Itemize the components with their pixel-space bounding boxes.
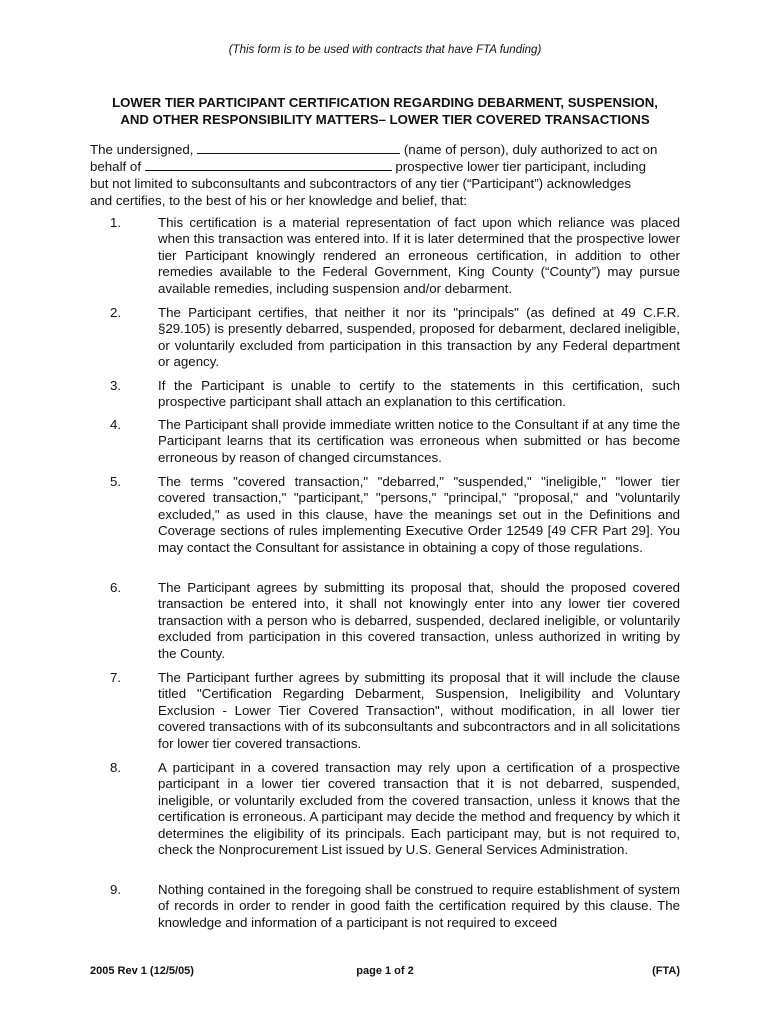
header-note: (This form is to be used with contracts that have FTA funding)	[228, 44, 542, 56]
item-number: 6.	[110, 580, 122, 595]
title-line-2: AND OTHER RESPONSIBILITY MATTERS– LOWER TIER COVERED TRANSACTIONS	[120, 112, 650, 127]
item-text: The Participant shall provide immediate written notice to the Consultant if at any time the Participant learns that its certification was erroneous when submitted or has become erroneous by reason of changed circumstances.	[158, 417, 680, 465]
item-text: The Participant agrees by submitting its proposal that, should the proposed covered transaction be entered into, it shall not knowingly enter into any lower tier covered transaction with a person who is debarred, suspended, declared ineligible, or voluntarily excluded from participation in this covered transaction, unless authorized in writing by the County.	[158, 580, 680, 661]
item-number: 5.	[110, 474, 122, 489]
item-number: 3.	[110, 378, 122, 393]
intro-paragraph	[90, 141, 680, 209]
item-text: The Participant further agrees by submitting its proposal that it will include the clause titled "Certification Regarding Debarment, Suspension, Ineligibility and Voluntary Exclusion - Lower Tier Covered Transaction", without modification, in all lower tier covered transactions with of its subconsultants and subcontractors and in all solicitations for lower tier covered transactions.	[158, 670, 680, 751]
item-number: 1.	[110, 215, 122, 230]
item-text: This certification is a material representation of fact upon which reliance was placed when this transaction was entered into. If it is later determined that the prospective lower tier Participant knowingly rendered an erroneous certification, in addition to other remedies available to the Federal Government, King County (“County”) may pursue available remedies, including suspension and/or debarment.	[158, 215, 680, 296]
item-text: The Participant certifies, that neither it nor its "principals" (as defined at 49 C.F.R. §29.105) is presently debarred, suspended, proposed for debarment, declared ineligible, or voluntarily excluded from participation in this transaction by any Federal department or agency.	[158, 305, 680, 370]
participant-name-field[interactable]	[145, 158, 392, 171]
funding-label: (FTA)	[652, 965, 680, 977]
item-number: 4.	[110, 417, 122, 432]
item-number: 2.	[110, 305, 122, 320]
page-number: page 1 of 2	[356, 965, 414, 977]
revision-label: 2005 Rev 1 (12/5/05)	[90, 965, 194, 977]
item-text: The terms "covered transaction," "debarred," "suspended," "ineligible," "lower tier covered transaction," "participant," "persons," "principal," "proposal," and "voluntarily excluded," as used in this clause, have the meanings set out in the Definitions and Coverage sections of rules implementing Executive Order 12549 [49 CFR Part 29]. You may contact the Consultant for assistance in obtaining a copy of those regulations.	[158, 474, 680, 555]
item-text: If the Participant is unable to certify to the statements in this certification, such prospective participant shall attach an explanation to this certification.	[158, 378, 680, 410]
item-number: 9.	[110, 882, 122, 897]
name-of-person-field[interactable]	[197, 141, 400, 154]
item-text: Nothing contained in the foregoing shall be construed to require establishment of system of records in order to render in good faith the certification required by this clause. The knowledge and information of a participant is not required to exceed	[158, 882, 680, 930]
intro-line-4: and certifies, to the best of his or her knowledge and belief, that:	[90, 193, 467, 208]
item-number: 8.	[110, 760, 122, 775]
page-title	[80, 94, 690, 128]
item-text: A participant in a covered transaction may rely upon a certification of a prospective participant in a lower tier covered transaction that it is not debarred, suspended, ineligible, or voluntarily excluded from the covered transaction, unless it knows that the certification is erroneous. A participant may decide the method and frequency by which it determines the eligibility of its principals. Each participant may, but is not required to, check the Nonprocurement List issued by U.S. General Services Administration.	[158, 760, 680, 858]
intro-line-3: but not limited to subconsultants and subcontractors of any tier (“Participant”) acknowledges	[90, 176, 632, 191]
intro-line-1: The undersigned, (name of person), duly authorized to act on	[90, 142, 658, 157]
item-number: 7.	[110, 670, 122, 685]
intro-line-2: behalf of prospective lower tier participant, including	[90, 159, 646, 174]
title-line-1: LOWER TIER PARTICIPANT CERTIFICATION REGARDING DEBARMENT, SUSPENSION,	[112, 95, 658, 110]
